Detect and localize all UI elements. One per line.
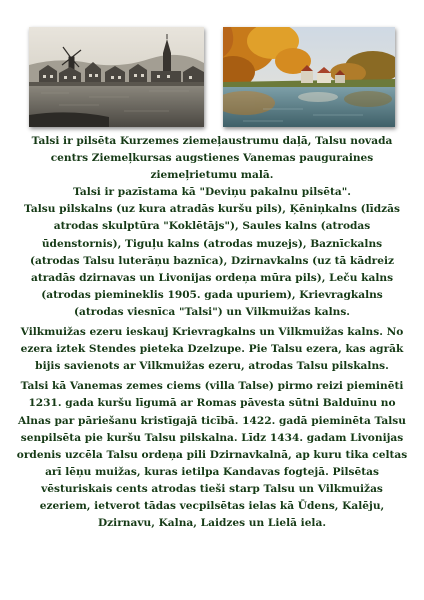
paragraph-lakes: Vilkmuižas ezeru ieskauj Krievragkalns un Vilkmuižas kalns. No ezera iztek Stendes pieteka Dzelzupe. Pie Talsu ezera, kas agrāk bijis savienots ar Vilkmuižas ezeru, atrodas Talsu pilskalns. — [20, 326, 404, 373]
autumn-lake-illustration — [223, 27, 395, 127]
autumn-lake-photo — [223, 27, 395, 127]
paragraph-nickname: Talsi ir pazīstama kā "Deviņu pakalnu pilsēta". — [73, 186, 351, 199]
paragraph-hills: Talsu pilskalns (uz kura atradās kuršu pils), Ķēniņkalns (līdzās atrodas skulptūra "Koklētājs"), Saules kalns (atrodas ūdenstornis), Tiguļu kalns (atrodas muzejs), Baznīckalns (atrodas Talsu luterāņu baznīca), Dzirnavkalns (uz tā kādreiz atradās dzirnavas un Livonijas ordeņa mūra pils), Leču kalns (atrodas piemineklis 1905. gada upuriem), Krievragkalns (atrodas viesnīca "Talsi") un Vilkmuižas kalns. — [24, 203, 400, 318]
historic-town-photo — [29, 27, 204, 127]
historic-town-illustration — [29, 27, 204, 127]
paragraph-history: Talsi kā Vanemas zemes ciems (villa Talse) pirmo reizi pieminēti 1231. gada kuršu līgumā ar Romas pāvesta sūtni Balduīnu no Alnas par pāriešanu kristīgajā ticībā. 1422. gadā pieminēta Talsu senpilsēta pie kuršu Talsu pilskalna. Līdz 1434. gadam Livonijas ordenis uzcēla Talsu ordeņa pili Dzirnavkalnā, ap kuru tika celtas arī lēņu muižas, kuras ietilpa Kandavas fogtejā. Pilsētas vēsturiskais cents atrodas tieši starp Talsu un Vilkmuižas ezeriem, ietverot tādas vecpilsētas ielas kā Ūdens, Kalēju, Dzirnavu, Kalna, Laidzes un Lielā iela. — [16, 380, 408, 530]
article-text — [16, 133, 408, 532]
paragraph-location: Talsi ir pilsēta Kurzemes ziemeļaustrumu daļā, Talsu novada centrs Ziemeļkursas augstienes Vanemas pauguraines ziemeļrietumu malā. — [31, 135, 393, 182]
